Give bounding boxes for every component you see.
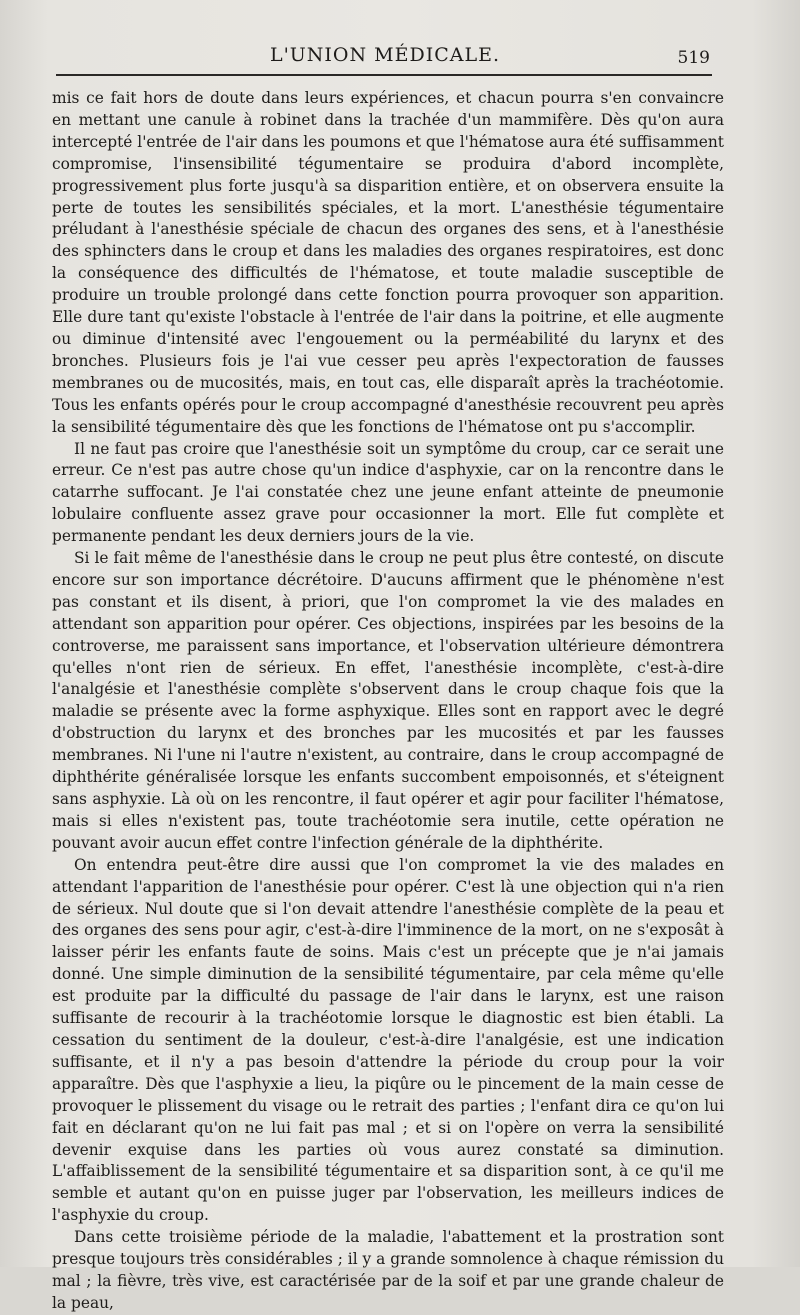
body-text (52, 88, 724, 1315)
paragraph-4: On entendra peut-être dire aussi que l'on compromet la vie des malades en attendant l'apparition de l'anesthésie pour opérer. C'est là une objection qui n'a rien de sérieux. Nul doute que si l'on devait attendre l'anesthésie complète de la peau et des organes des sens pour agir, c'est-à-dire l'imminence de la mort, on ne s'exposât à laisser périr les enfants faute de soins. Mais c'est un précepte que je n'ai jamais donné. Une simple diminution de la sensibilité tégumentaire, par cela même qu'elle est produite par la difficulté du passage de l'air dans le larynx, est une raison suffisante de recourir à la trachéotomie lorsque le diagnostic est bien établi. La cessation du sentiment de la douleur, c'est-à-dire l'analgésie, est une indication suffisante, et il n'y a pas besoin d'attendre la période du croup pour la voir apparaître. Dès que l'asphyxie a lieu, la piqûre ou le pincement de la main cesse de provoquer le plissement du visage ou le retrait des parties ; l'enfant dira ce qu'on lui fait en déclarant qu'on ne lui fait pas mal ; et si on l'opère on verra la sensibilité devenir exquise dans les parties où vous aurez constaté sa diminution. L'affaiblissement de la sensibilité tégumentaire et sa disparition sont, à ce qu'il me semble et autant qu'on en puisse juger par l'observation, les meilleurs indices de l'asphyxie du croup. (52, 855, 724, 1225)
header-rule (56, 74, 712, 76)
paragraph-3: Si le fait même de l'anesthésie dans le croup ne peut plus être contesté, on discute encore sur son importance décrétoire. D'aucuns affirment que le phénomène n'est pas constant et ils disent, à priori, que l'on compromet la vie des malades en attendant son apparition pour opérer. Ces objections, inspirées par les besoins de la controverse, me paraissent sans importance, et l'observation ultérieure démontrera qu'elles n'ont rien de sérieux. En effet, l'anesthésie incomplète, c'est-à-dire l'analgésie et l'anesthésie complète s'observent dans le croup chaque fois que la maladie se présente avec la forme asphyxique. Elles sont en rapport avec le degré d'obstruction du larynx et des bronches par les mucosités et par les fausses membranes. Ni l'une ni l'autre n'existent, au contraire, dans le croup accompagné de diphthérite généralisée lorsque les enfants succombent empoisonnés, et s'éteignent sans asphyxie. Là où on les rencontre, il faut opérer et agir pour faciliter l'hématose, mais si elles n'existent pas, toute trachéotomie sera inutile, cette opération ne pouvant avoir aucun effet contre l'infection générale de la diphthérite. (52, 549, 724, 852)
running-title: L'UNION MÉDICALE. (269, 44, 501, 66)
paragraph-2: Il ne faut pas croire que l'anesthésie soit un symptôme du croup, car ce serait une erreur. Ce n'est pas autre chose qu'un indice d'asphyxie, car on la rencontre dans le catarrhe suffocant. Je l'ai constatée chez une jeune enfant atteinte de pneumonie lobulaire confluente assez grave pour occasionner la mort. Elle fut complète et permanente pendant les deux derniers jours de la vie. (52, 439, 724, 546)
paragraph-1: mis ce fait hors de doute dans leurs expériences, et chacun pourra s'en convaincre en mettant une canule à robinet dans la trachée d'un mammifère. Dès qu'on aura intercepté l'entrée de l'air dans les poumons et que l'hématose aura été suffisamment compromise, l'insensibilité tégumentaire se produira d'abord incomplète, progressivement plus forte jusqu'à sa disparition entière, et on observera ensuite la perte de toutes les sensibilités spéciales, et la mort. L'anesthésie tégumentaire préludant à l'anesthésie spéciale de chacun des organes des sens, et à l'anesthésie des sphincters dans le croup et dans les maladies des organes respiratoires, est donc la conséquence des difficultés de l'hématose, et toute maladie susceptible de produire un trouble prolongé dans cette fonction pourra provoquer son apparition. Elle dure tant qu'existe l'obstacle à l'entrée de l'air dans la poitrine, et elle augmente ou diminue d'intensité avec l'engouement ou la perméabilité du larynx et des bronches. Plusieurs fois je l'ai vue cesser peu après l'expectoration de fausses membranes ou de mucosités, mais, en tout cas, elle disparaît après la trachéotomie. Tous les enfants opérés pour le croup accompagné d'anesthésie recouvrent peu après la sensibilité tégumentaire dès que les fonctions de l'hématose ont pu s'accomplir. (52, 89, 724, 436)
paragraph-5: Dans cette troisième période de la maladie, l'abattement et la prostration sont presque toujours très considérables ; il y a grande somnolence à chaque rémission du mal ; la fièvre, très vive, est caractérisée par de la soif et par une grande chaleur de la peau, (52, 1228, 724, 1312)
page-number: 519 (677, 48, 710, 68)
page-header (52, 44, 718, 74)
